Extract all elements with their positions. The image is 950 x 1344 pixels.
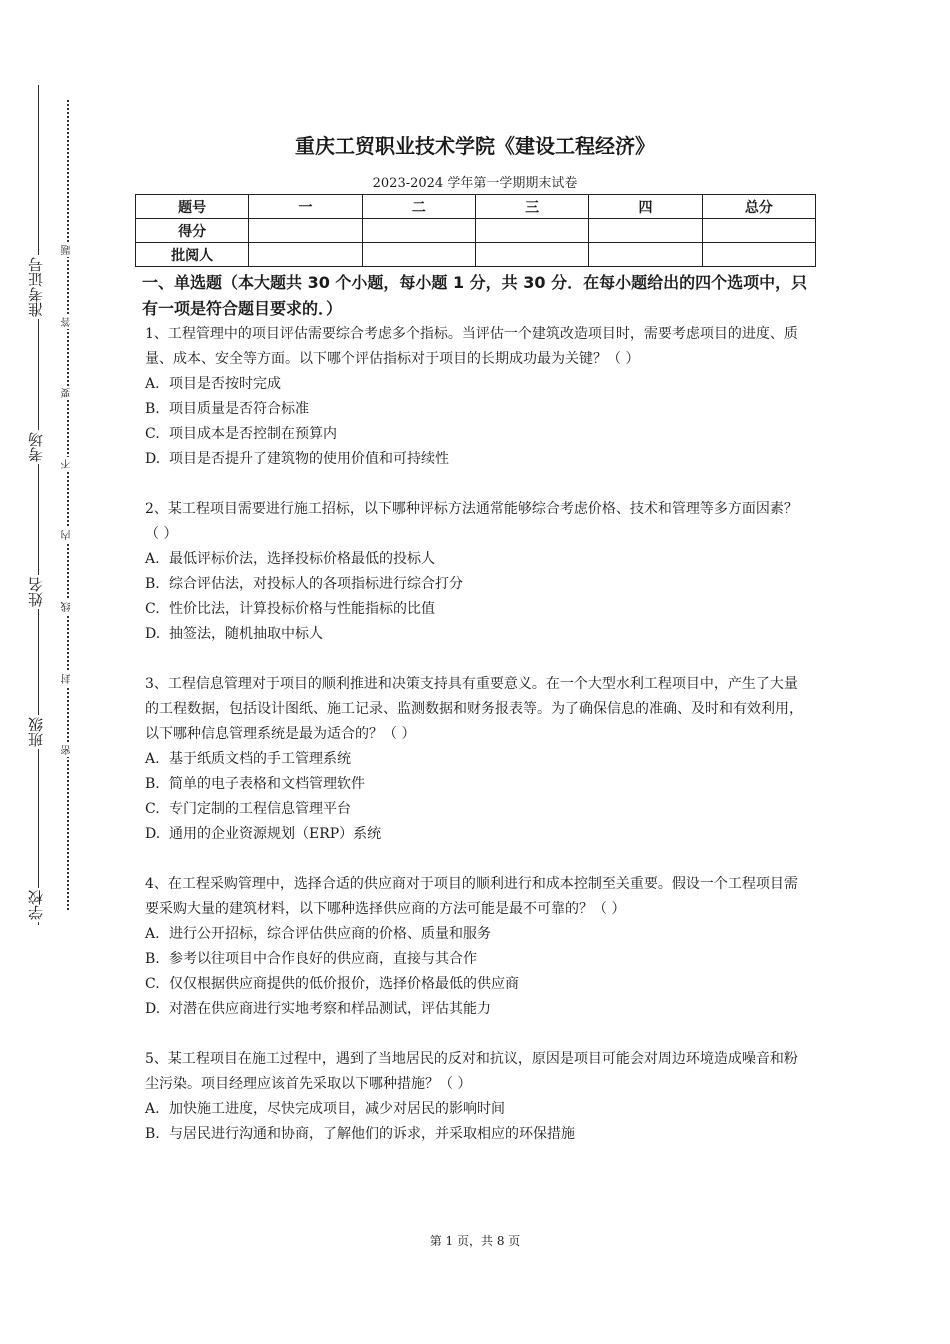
question-3 (145, 672, 810, 847)
page-number: 第 1 页，共 8 页 (429, 1234, 521, 1248)
name-label: 姓名 (24, 575, 48, 609)
option-letter: C. (145, 601, 160, 617)
option-letter: A. (145, 1101, 160, 1117)
option-text: 对潜在供应商进行实地考察和样品测试，评估其能力 (169, 1001, 491, 1017)
option (145, 422, 810, 447)
option-letter: A. (145, 926, 160, 942)
score-table (135, 194, 816, 267)
option-letter: B. (145, 401, 160, 417)
option (145, 597, 810, 622)
option-letter: C. (145, 801, 160, 817)
seal-char: 线 (60, 600, 76, 614)
option-text: 性价比法，计算投标价格与性能指标的比值 (169, 601, 435, 617)
seal-char: 内 (60, 528, 76, 542)
option-letter: A. (145, 551, 160, 567)
seal-char: 答 (60, 315, 76, 329)
binding-line (38, 85, 39, 925)
score-table-header-row (136, 195, 816, 219)
option-letter: B. (145, 576, 160, 592)
score-row-label: 得分 (136, 219, 249, 243)
seal-char: 要 (60, 386, 76, 400)
option (145, 747, 810, 772)
seal-char: 不 (60, 457, 76, 471)
question-text: 5、某工程项目在施工过程中，遇到了当地居民的反对和抗议，原因是项目可能会对周边环境造成噪音和粉尘污染。项目经理应该首先采取以下哪种措施？（ ） (145, 1051, 798, 1092)
question-4 (145, 872, 810, 1022)
reviewer-cell (249, 243, 362, 267)
option (145, 372, 810, 397)
option-text: 项目是否提升了建筑物的使用价值和可持续性 (169, 451, 449, 467)
question-text: 2、某工程项目需要进行施工招标，以下哪种评标方法通常能够综合考虑价格、技术和管理等多方面因素？（ ） (145, 501, 798, 542)
exam-number-label: 准考证号 (24, 255, 48, 319)
option-text: 基于纸质文档的手工管理系统 (169, 751, 351, 767)
option-text: 综合评估法，对投标人的各项指标进行综合打分 (169, 576, 463, 592)
option-letter: A. (145, 751, 160, 767)
seal-char: 封 (60, 672, 76, 686)
exam-title: 重庆工贸职业技术学院《建设工程经济》 (295, 134, 655, 158)
option (145, 772, 810, 797)
score-row (136, 219, 816, 243)
option-text: 项目是否按时完成 (169, 376, 281, 392)
option-text: 通用的企业资源规划（ERP）系统 (169, 826, 382, 842)
option (145, 447, 810, 472)
class-label: 班级 (24, 715, 48, 749)
question-spacer (145, 647, 810, 672)
option-letter: D. (145, 826, 161, 842)
question-spacer (145, 1022, 810, 1047)
score-cell (702, 219, 815, 243)
score-header-cell: 一 (249, 195, 362, 219)
score-header-cell: 总分 (702, 195, 815, 219)
reviewer-row-label: 批阅人 (136, 243, 249, 267)
reviewer-cell (362, 243, 475, 267)
reviewer-cell (702, 243, 815, 267)
option (145, 547, 810, 572)
option-text: 项目质量是否符合标准 (169, 401, 309, 417)
option (145, 1122, 810, 1147)
seal-char: 密 (60, 743, 76, 757)
score-cell (589, 219, 702, 243)
option-text: 专门定制的工程信息管理平台 (169, 801, 351, 817)
option (145, 572, 810, 597)
section-heading: 一、单选题（本大题共 30 个小题，每小题 1 分，共 30 分．在每小题给出的四个选项中，只有一项是符合题目要求的．） (142, 273, 808, 318)
option-letter: C. (145, 426, 160, 442)
option-letter: D. (145, 626, 161, 642)
option (145, 947, 810, 972)
option (145, 797, 810, 822)
option (145, 922, 810, 947)
option-letter: D. (145, 1001, 161, 1017)
option-text: 与居民进行沟通和协商，了解他们的诉求，并采取相应的环保措施 (169, 1126, 575, 1142)
reviewer-cell (589, 243, 702, 267)
option (145, 622, 810, 647)
question-text: 3、工程信息管理对于项目的顺利推进和决策支持具有重要意义。在一个大型水利工程项目中，产生了大量的工程数据，包括设计图纸、施工记录、监测数据和财务报表等。为了确保信息的准确、及时和有效利用，以下哪种信息管理系统是最为适合的？（ ） (145, 676, 803, 742)
score-header-cell: 四 (589, 195, 702, 219)
option-letter: D. (145, 451, 161, 467)
score-cell (362, 219, 475, 243)
option-letter: B. (145, 951, 160, 967)
question-text: 4、在工程采购管理中，选择合适的供应商对于项目的顺利进行和成本控制至关重要。假设一个工程项目需要采购大量的建筑材料，以下哪种选择供应商的方法可能是最不可靠的？（ ） (145, 876, 798, 917)
seal-dotted-line (67, 100, 69, 910)
question-1 (145, 322, 810, 472)
option (145, 972, 810, 997)
option (145, 1097, 810, 1122)
question-text: 1、工程管理中的项目评估需要综合考虑多个指标。当评估一个建筑改造项目时，需要考虑项目的进度、质量、成本、安全等方面。以下哪个评估指标对于项目的长期成功最为关键？（ ） (145, 326, 798, 367)
option-text: 项目成本是否控制在预算内 (169, 426, 337, 442)
option (145, 822, 810, 847)
question-2 (145, 497, 810, 647)
option (145, 397, 810, 422)
exam-subtitle: 2023-2024 学年第一学期期末试卷 (372, 176, 578, 191)
seal-char: 题 (60, 243, 76, 257)
option-text: 仅仅根据供应商提供的低价报价，选择价格最低的供应商 (169, 976, 519, 992)
option-letter: A. (145, 376, 160, 392)
exam-room-label: 考场 (24, 430, 48, 464)
option-letter: B. (145, 776, 160, 792)
reviewer-row (136, 243, 816, 267)
option-text: 进行公开招标，综合评估供应商的价格、质量和服务 (169, 926, 491, 942)
option-letter: C. (145, 976, 160, 992)
option-text: 抽签法，随机抽取中标人 (169, 626, 323, 642)
option-text: 加快施工进度，尽快完成项目，减少对居民的影响时间 (169, 1101, 505, 1117)
score-cell (475, 219, 588, 243)
option-text: 最低评标价法，选择投标价格最低的投标人 (169, 551, 435, 567)
score-header-cell: 题号 (136, 195, 249, 219)
score-cell (249, 219, 362, 243)
option (145, 997, 810, 1022)
question-spacer (145, 472, 810, 497)
option-text: 参考以往项目中合作良好的供应商，直接与其合作 (169, 951, 477, 967)
option-text: 简单的电子表格和文档管理软件 (169, 776, 365, 792)
reviewer-cell (475, 243, 588, 267)
question-5 (145, 1047, 810, 1147)
score-header-cell: 二 (362, 195, 475, 219)
school-label: 学校 (24, 888, 48, 922)
question-spacer (145, 847, 810, 872)
option-letter: B. (145, 1126, 160, 1142)
score-header-cell: 三 (475, 195, 588, 219)
exam-content (142, 270, 810, 1147)
